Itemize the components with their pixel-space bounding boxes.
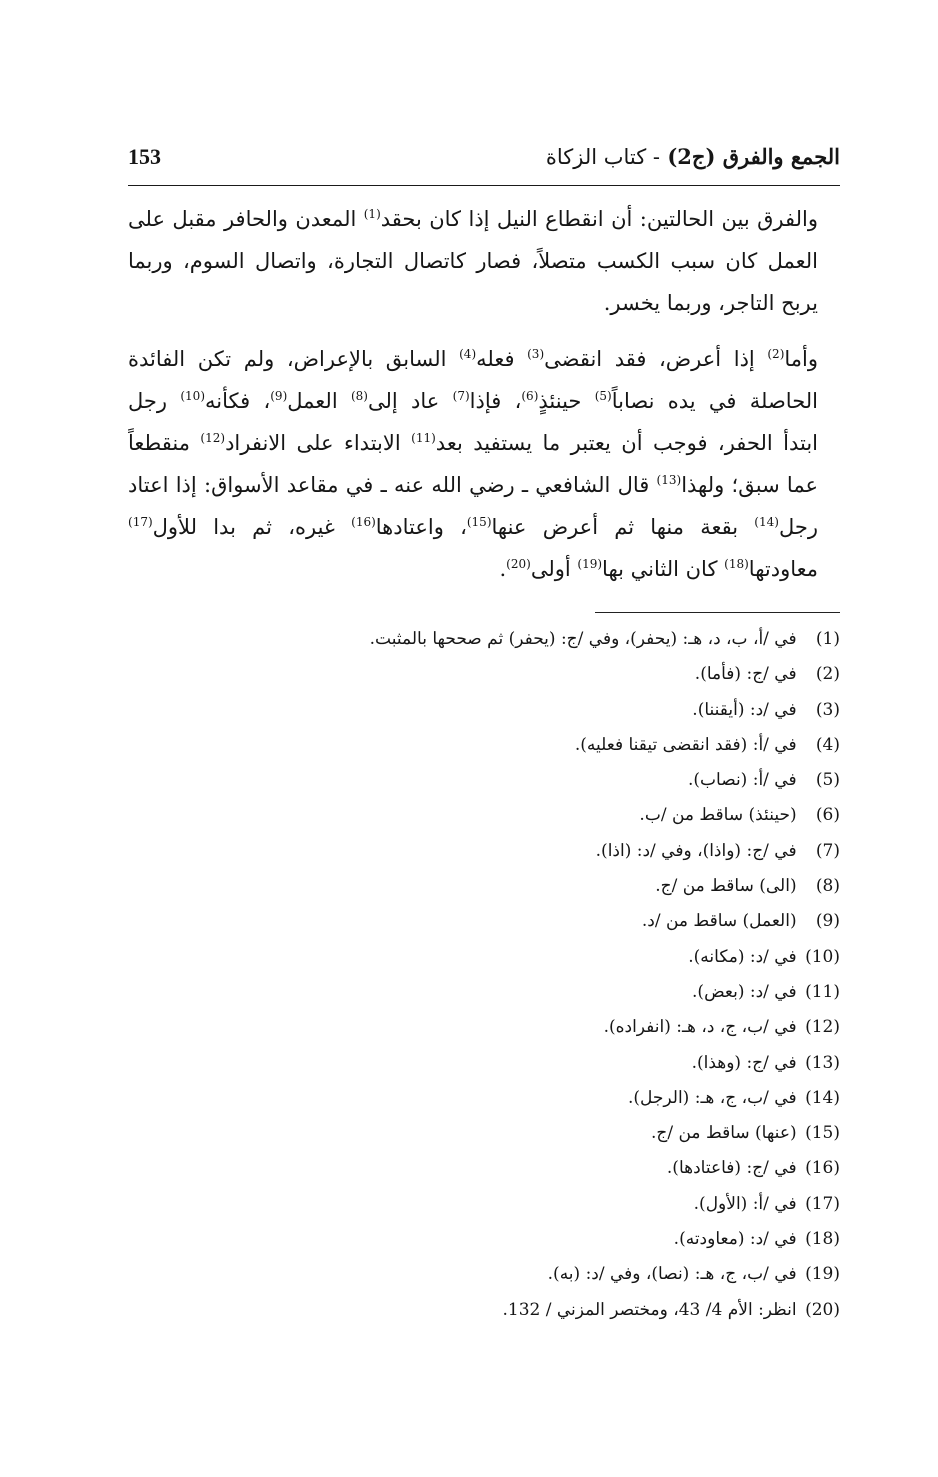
- text-run: ، واعتادها: [375, 515, 467, 539]
- footnote-number: (18): [805, 1229, 840, 1250]
- footnote-item: [280, 904, 840, 939]
- footnote-text: في /ب، ج، هـ: (الرجل).: [627, 1087, 797, 1108]
- text-run: إذا أعرض، فقد انقضى: [544, 347, 768, 371]
- main-text: [128, 198, 840, 604]
- footnote-item: [280, 622, 840, 657]
- text-run: وأما: [784, 347, 818, 371]
- footnote-ref: (5): [594, 389, 612, 403]
- paragraph: [128, 338, 840, 590]
- footnote-item: [280, 834, 840, 869]
- footnote-item: [280, 869, 840, 904]
- footnote-number: (15): [805, 1123, 840, 1144]
- text-line: [128, 464, 840, 506]
- footnote-text: (العمل) ساقط من /د.: [641, 911, 797, 932]
- chapter-title: - كتاب الزكاة: [545, 145, 661, 169]
- header-divider: [128, 185, 840, 186]
- text-run: الابتداء على الانفراد: [225, 431, 412, 455]
- footnote-ref: (13): [656, 473, 682, 487]
- text-run: فعله: [476, 347, 528, 371]
- footnote-text: في /أ: (نصاب).: [687, 770, 797, 791]
- text-run: العمل كان سبب الكسب متصلاً، فصار كاتصال التجارة، واتصال السوم، وربما: [128, 249, 818, 273]
- page-header: [128, 140, 840, 180]
- footnote-text: في /د: (مكانه).: [688, 946, 797, 967]
- footnote-number: (10): [805, 946, 840, 967]
- footnote-item: [280, 940, 840, 975]
- text-run: أولى: [530, 557, 578, 581]
- text-run: معاودتها: [748, 557, 818, 581]
- book-title: الجمع والفرق (ج2): [667, 144, 840, 169]
- footnote-ref: (14): [754, 515, 779, 529]
- footnote-number: (16): [805, 1158, 840, 1179]
- footnote-number: (12): [805, 1017, 840, 1038]
- footnotes-list: [280, 622, 840, 1328]
- text-run: منقطعاً: [128, 431, 201, 455]
- footnote-number: (17): [805, 1193, 840, 1214]
- footnote-item: [280, 1046, 840, 1081]
- footnote-ref: (8): [350, 389, 368, 403]
- footnote-ref: (17): [128, 515, 153, 529]
- text-run: رجل: [778, 515, 818, 539]
- text-run: حينئذٍ: [538, 389, 595, 413]
- text-line: [128, 422, 840, 464]
- footnote-item: [280, 1010, 840, 1045]
- footnote-number: (4): [815, 734, 840, 755]
- footnote-text: انظر: الأم 4/ 43، ومختصر المزني / 132.: [502, 1299, 797, 1320]
- footnote-number: (6): [815, 805, 840, 826]
- footnote-ref: (3): [527, 347, 545, 361]
- footnote-text: في /ج: (واذا)، وفي /د: (اذا).: [595, 840, 797, 861]
- footnote-ref: (4): [459, 347, 477, 361]
- footnote-number: (3): [815, 699, 840, 720]
- footnote-text: في /د: (بعض).: [692, 981, 797, 1002]
- footnote-text: في /ب، ج، هـ: (نصا)، وفي /د: (به).: [547, 1264, 797, 1285]
- footnote-number: (1): [815, 629, 840, 649]
- footnote-ref: (7): [452, 389, 470, 403]
- footnote-item: [280, 975, 840, 1010]
- footnote-ref: (9): [270, 389, 288, 403]
- footnote-text: في /أ: (الأول).: [693, 1193, 797, 1214]
- footnote-number: (8): [815, 876, 840, 897]
- footnote-text: (عنها) ساقط من /ج.: [650, 1123, 797, 1144]
- text-run: .: [499, 557, 507, 581]
- footnote-text: في /ج: (وهذا).: [691, 1052, 797, 1073]
- footnote-ref: (11): [411, 431, 436, 445]
- footnote-item: [280, 1151, 840, 1186]
- footnote-item: [280, 1293, 840, 1328]
- footnote-number: (2): [815, 664, 840, 685]
- text-run: الحاصلة في يده نصاباً: [611, 389, 818, 413]
- footnote-number: (14): [805, 1087, 840, 1108]
- footnote-item: [280, 728, 840, 763]
- text-run: قال الشافعي ـ رضي الله عنه ـ في مقاعد الأسواق: إذا اعتاد: [128, 473, 657, 497]
- text-run: ، فكأنه: [205, 389, 271, 413]
- footnote-divider: [595, 612, 840, 613]
- text-run: رجل: [128, 389, 181, 413]
- text-run: السابق بالإعراض، ولم تكن الفائدة: [128, 347, 460, 371]
- footnote-number: (7): [815, 840, 840, 861]
- footnote-item: [280, 763, 840, 798]
- footnote-ref: (19): [577, 557, 603, 571]
- page-number: 153: [128, 144, 161, 169]
- text-line: [128, 282, 840, 324]
- footnote-ref: (18): [724, 557, 749, 571]
- footnote-number: (9): [815, 911, 840, 932]
- text-run: بقعة منها ثم أعرض عنها: [491, 515, 755, 539]
- footnote-item: [280, 1187, 840, 1222]
- footnote-item: [280, 1222, 840, 1257]
- footnote-text: (الى) ساقط من /ج.: [655, 876, 797, 897]
- footnote-text: في /ب، ج، د، هـ: (انفراده).: [603, 1017, 797, 1038]
- footnote-ref: (1): [363, 207, 381, 221]
- footnote-ref: (15): [466, 515, 492, 529]
- footnote-ref: (10): [180, 389, 205, 403]
- text-run: والفرق بين الحالتين: أن انقطاع النيل إذا كان بحقد: [380, 207, 818, 231]
- footnote-text: (حينئذ) ساقط من /ب.: [639, 805, 797, 826]
- footnote-text: في /د: (معاودته).: [673, 1229, 797, 1250]
- footnote-number: (13): [805, 1052, 840, 1073]
- footnote-ref: (6): [521, 389, 539, 403]
- text-run: العمل: [287, 389, 351, 413]
- footnote-item: [280, 1257, 840, 1292]
- text-run: عاد إلى: [367, 389, 453, 413]
- text-run: غيره، ثم بدا للأول: [152, 515, 352, 539]
- footnote-item: [280, 1081, 840, 1116]
- footnote-item: [280, 1116, 840, 1151]
- footnote-item: [280, 798, 840, 833]
- text-run: يربح التاجر، وربما يخسر.: [603, 291, 818, 315]
- text-run: كان الثاني بها: [602, 557, 725, 581]
- text-line: [128, 240, 840, 282]
- footnote-text: في /أ: (فقد انقضى تيقنا فعليه).: [574, 734, 797, 755]
- footnote-text: في /أ، ب، د، هـ: (يحفر)، وفي /ج: (يحفر) ثم صححها بالمثبت.: [369, 629, 797, 649]
- text-line: [128, 380, 840, 422]
- text-line: [128, 548, 840, 590]
- footnote-item: [280, 657, 840, 692]
- footnote-text: في /ج: (فأما).: [694, 664, 797, 685]
- footnote-ref: (2): [767, 347, 785, 361]
- footnote-item: [280, 693, 840, 728]
- text-line: [128, 506, 840, 548]
- text-run: ، فإذا: [469, 389, 522, 413]
- footnote-number: (11): [805, 981, 840, 1002]
- text-line: [128, 338, 840, 380]
- running-title: [546, 144, 840, 169]
- footnote-number: (5): [815, 770, 840, 791]
- text-line: [128, 198, 840, 240]
- footnote-number: (19): [805, 1264, 840, 1285]
- footnote-text: في /د: (أيقننا).: [692, 699, 797, 720]
- text-run: عما سبق؛ ولهذا: [681, 473, 818, 497]
- footnote-ref: (16): [351, 515, 376, 529]
- footnote-number: (20): [805, 1299, 840, 1320]
- paragraph: [128, 198, 840, 324]
- text-run: ابتدأ الحفر، فوجب أن يعتبر ما يستفيد بعد: [435, 431, 819, 455]
- footnote-ref: (12): [200, 431, 226, 445]
- footnote-text: في /ج: (فاعتادها).: [666, 1158, 797, 1179]
- text-run: المعدن والحافر مقبل على: [128, 207, 364, 231]
- footnote-ref: (20): [506, 557, 531, 571]
